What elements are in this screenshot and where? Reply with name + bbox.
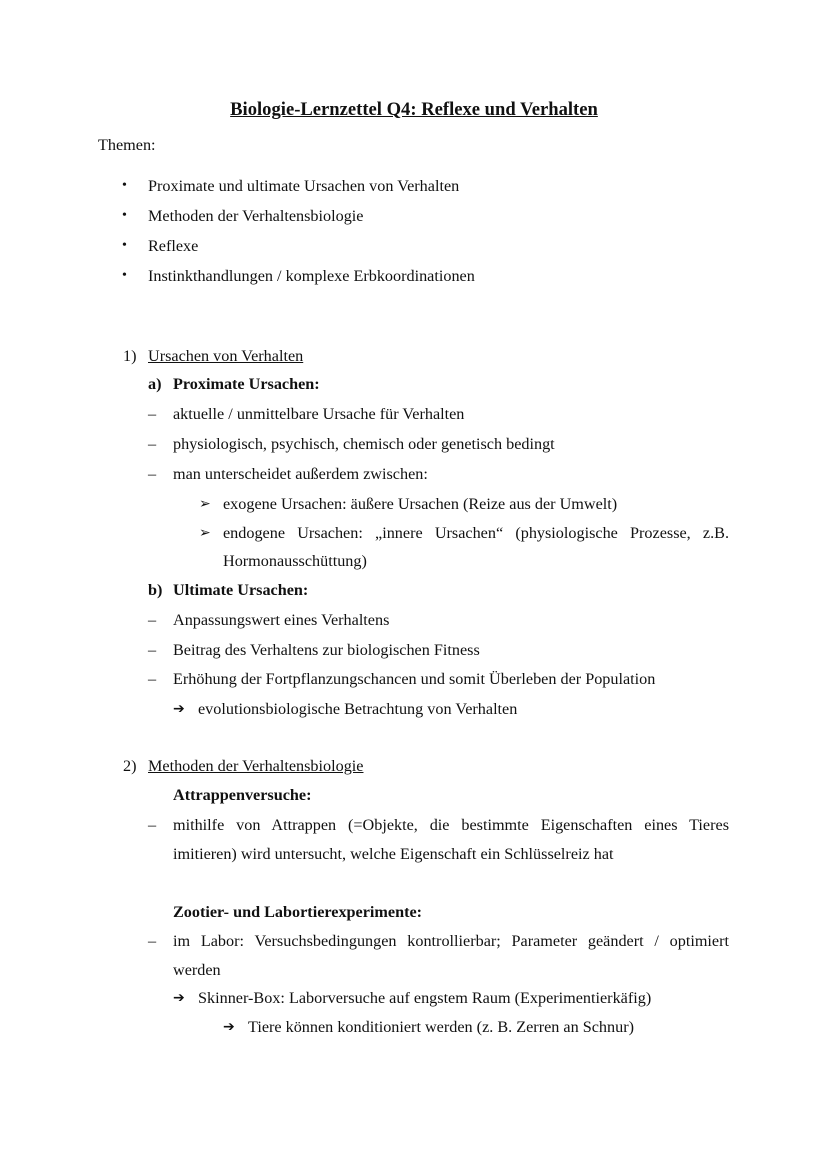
dash-icon: – [148,932,157,950]
arrow-right-icon: ➔ [223,1019,235,1035]
list-item: Skinner-Box: Laborversuche auf engstem Raum (Experimentierkäfig) [198,989,652,1007]
list-item: Proximate und ultimate Ursachen von Verhalten [148,177,460,195]
list-item-continuation: werden [173,961,221,979]
section-number: 2) [123,757,137,775]
dash-icon: – [148,405,157,423]
list-item: Tiere können konditioniert werden (z. B. Zerren an Schnur) [248,1018,634,1036]
list-item: exogene Ursachen: äußere Ursachen (Reize aus der Umwelt) [223,495,618,513]
list-item: Instinkthandlungen / komplexe Erbkoordinationen [148,267,475,285]
conclusion: evolutionsbiologische Betrachtung von Verhalten [198,700,518,718]
section-number: 1) [123,347,137,365]
list-item: man unterscheidet außerdem zwischen: [173,465,428,483]
section-heading: Methoden der Verhaltensbiologie [148,757,364,775]
list-item: physiologisch, psychisch, chemisch oder genetisch bedingt [173,435,555,453]
list-item: Beitrag des Verhaltens zur biologischen Fitness [173,641,480,659]
list-item: Anpassungswert eines Verhaltens [173,611,390,629]
dash-icon: – [148,816,157,834]
subsection-label: b) [148,581,163,599]
arrowhead-icon: ➢ [199,496,211,512]
list-item: Reflexe [148,237,199,255]
dash-icon: – [148,465,157,483]
subsection-heading: Ultimate Ursachen: [173,581,309,599]
bullet-icon: • [122,238,127,253]
arrowhead-icon: ➢ [199,525,211,541]
dash-icon: – [148,670,157,688]
bullet-icon: • [122,208,127,223]
list-item: mithilfe von Attrappen (=Objekte, die bestimmte Eigenschaften eines Tieres [173,816,729,834]
dash-icon: – [148,641,157,659]
subsection-heading: Zootier- und Labortierexperimente: [173,903,423,921]
page-title: Biologie-Lernzettel Q4: Reflexe und Verhalten [230,99,598,120]
dash-icon: – [148,611,157,629]
subsection-label: a) [148,375,162,393]
section-heading: Ursachen von Verhalten [148,347,304,365]
subsection-heading: Attrappenversuche: [173,786,312,804]
list-item: aktuelle / unmittelbare Ursache für Verhalten [173,405,465,423]
themen-label: Themen: [98,136,156,154]
dash-icon: – [148,435,157,453]
list-item-continuation: imitieren) wird untersucht, welche Eigenschaft ein Schlüsselreiz hat [173,845,614,863]
list-item: endogene Ursachen: „innere Ursachen“ (physiologische Prozesse, z.B. [223,524,729,542]
bullet-icon: • [122,178,127,193]
bullet-icon: • [122,268,127,283]
arrow-right-icon: ➔ [173,701,185,717]
list-item: Methoden der Verhaltensbiologie [148,207,364,225]
list-item: im Labor: Versuchsbedingungen kontrollierbar; Parameter geändert / optimiert [173,932,729,950]
subsection-heading: Proximate Ursachen: [173,375,320,393]
arrow-right-icon: ➔ [173,990,185,1006]
list-item-continuation: Hormonausschüttung) [223,552,367,570]
list-item: Erhöhung der Fortpflanzungschancen und somit Überleben der Population [173,670,656,688]
